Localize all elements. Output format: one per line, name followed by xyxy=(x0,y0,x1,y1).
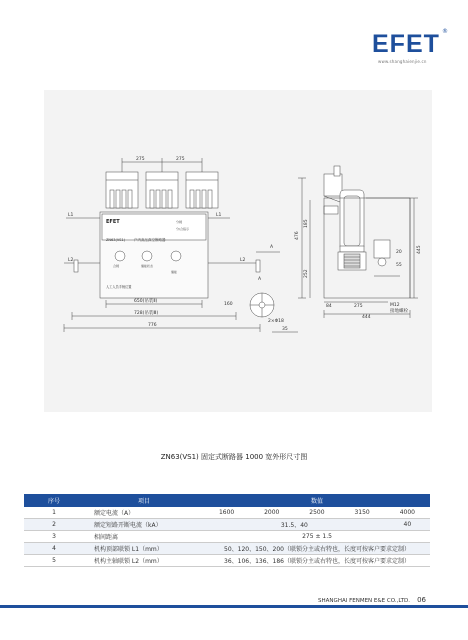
label-closing: 合闸 xyxy=(113,264,120,268)
dim-160: 160 xyxy=(224,302,233,307)
dim-476: 476 xyxy=(295,231,300,240)
table-row xyxy=(24,531,430,543)
label-L1-left: L1 xyxy=(68,213,74,218)
cell-value: 4000 xyxy=(385,507,430,519)
figure-caption: ZN63(VS1) 固定式断路器 1000 宽外形尺寸图 xyxy=(160,453,308,461)
cell-item: 额定短路开断电流（kA） xyxy=(84,519,204,531)
table-row xyxy=(24,555,430,567)
label-indicator: 分/合指示 xyxy=(176,227,190,231)
page-number: 06 xyxy=(417,596,426,604)
nameplate-model: ZN63(VS1) xyxy=(106,238,126,242)
table-header-row xyxy=(24,494,430,507)
label-opening: 分闸 xyxy=(176,220,183,224)
dim-776: 776 xyxy=(148,323,157,328)
cell-value: 3150 xyxy=(340,507,385,519)
header-value: 数值 xyxy=(204,494,430,507)
cell-value: 2500 xyxy=(294,507,339,519)
logo-url: www.shanghaienjie.cn xyxy=(378,59,427,64)
drawing-panel xyxy=(44,90,432,412)
cell-no: 3 xyxy=(24,531,84,543)
footer-company: SHANGHAI FENMEN E&E CO.,LTD. xyxy=(314,598,410,604)
label-manual: 人工人员手柄位置 xyxy=(106,285,132,289)
dim-275-a: 275 xyxy=(136,157,145,162)
mark-A2: A xyxy=(258,277,262,282)
company-logo xyxy=(372,28,448,64)
dim-650: 650(吊装Ⅱ) xyxy=(134,299,158,304)
dim-445: 445 xyxy=(417,245,422,254)
dim-M12: M12 xyxy=(390,303,400,308)
cell-item: 相间距离 xyxy=(84,531,204,543)
mark-A: A xyxy=(270,245,274,250)
side-view xyxy=(294,166,422,320)
dim-728: 728(吊装Ⅲ) xyxy=(134,311,159,316)
cell-item: 额定电流（A） xyxy=(84,507,204,519)
registered-mark: ® xyxy=(442,28,448,35)
label-L1-right: L1 xyxy=(216,213,222,218)
footer-bar xyxy=(0,605,468,608)
cell-no: 2 xyxy=(24,519,84,531)
cell-item: 机构顶部联锁 L1（mm） xyxy=(84,543,204,555)
label-L2-left: L2 xyxy=(68,258,74,263)
nameplate-brand: EFET xyxy=(106,219,120,225)
cell-value: 1600 xyxy=(204,507,249,519)
dim-252: 252 xyxy=(304,269,309,278)
logo-text: EFET xyxy=(372,30,440,58)
dim-2x18: 2×Φ18 xyxy=(268,319,284,324)
dim-55: 55 xyxy=(396,263,402,268)
dimension-drawing xyxy=(44,90,432,412)
header-no: 序号 xyxy=(24,494,84,507)
cell-value: 31.5、40 xyxy=(204,519,385,531)
cell-value: 275 ± 1.5 xyxy=(204,531,430,543)
cell-no: 1 xyxy=(24,507,84,519)
cell-value: 36、106、136、186（联锁分主或右特也，长度可按客户要求定制） xyxy=(204,555,430,567)
header-item: 项目 xyxy=(84,494,204,507)
cell-value: 50、120、150、200（联锁分主或右特也，长度可按客户要求定制） xyxy=(204,543,430,555)
nameplate-desc: 户内高压真空断路器 xyxy=(134,238,166,242)
label-L2-right: L2 xyxy=(240,258,246,263)
cell-value: 2000 xyxy=(249,507,294,519)
cell-no: 4 xyxy=(24,543,84,555)
spec-table xyxy=(24,494,430,567)
table-row xyxy=(24,507,430,519)
dim-20: 20 xyxy=(396,250,402,255)
label-ground-bolt: 接地螺栓 xyxy=(390,309,408,314)
table-row xyxy=(24,519,430,531)
dim-444: 444 xyxy=(362,315,371,320)
table-row xyxy=(24,543,430,555)
dim-275-side: 275 xyxy=(354,304,363,309)
pole-columns xyxy=(106,172,218,208)
cell-value: 40 xyxy=(385,519,430,531)
label-energy: 储能 xyxy=(171,270,178,274)
detail-view-a xyxy=(224,244,298,332)
dim-275-b: 275 xyxy=(176,157,185,162)
cell-item: 机构主轴联锁 L2（mm） xyxy=(84,555,204,567)
label-counter: 储能状态 xyxy=(141,264,154,268)
dim-185: 185 xyxy=(304,219,309,228)
cell-no: 5 xyxy=(24,555,84,567)
dim-35: 35 xyxy=(282,327,288,332)
dim-84: 84 xyxy=(326,304,332,309)
